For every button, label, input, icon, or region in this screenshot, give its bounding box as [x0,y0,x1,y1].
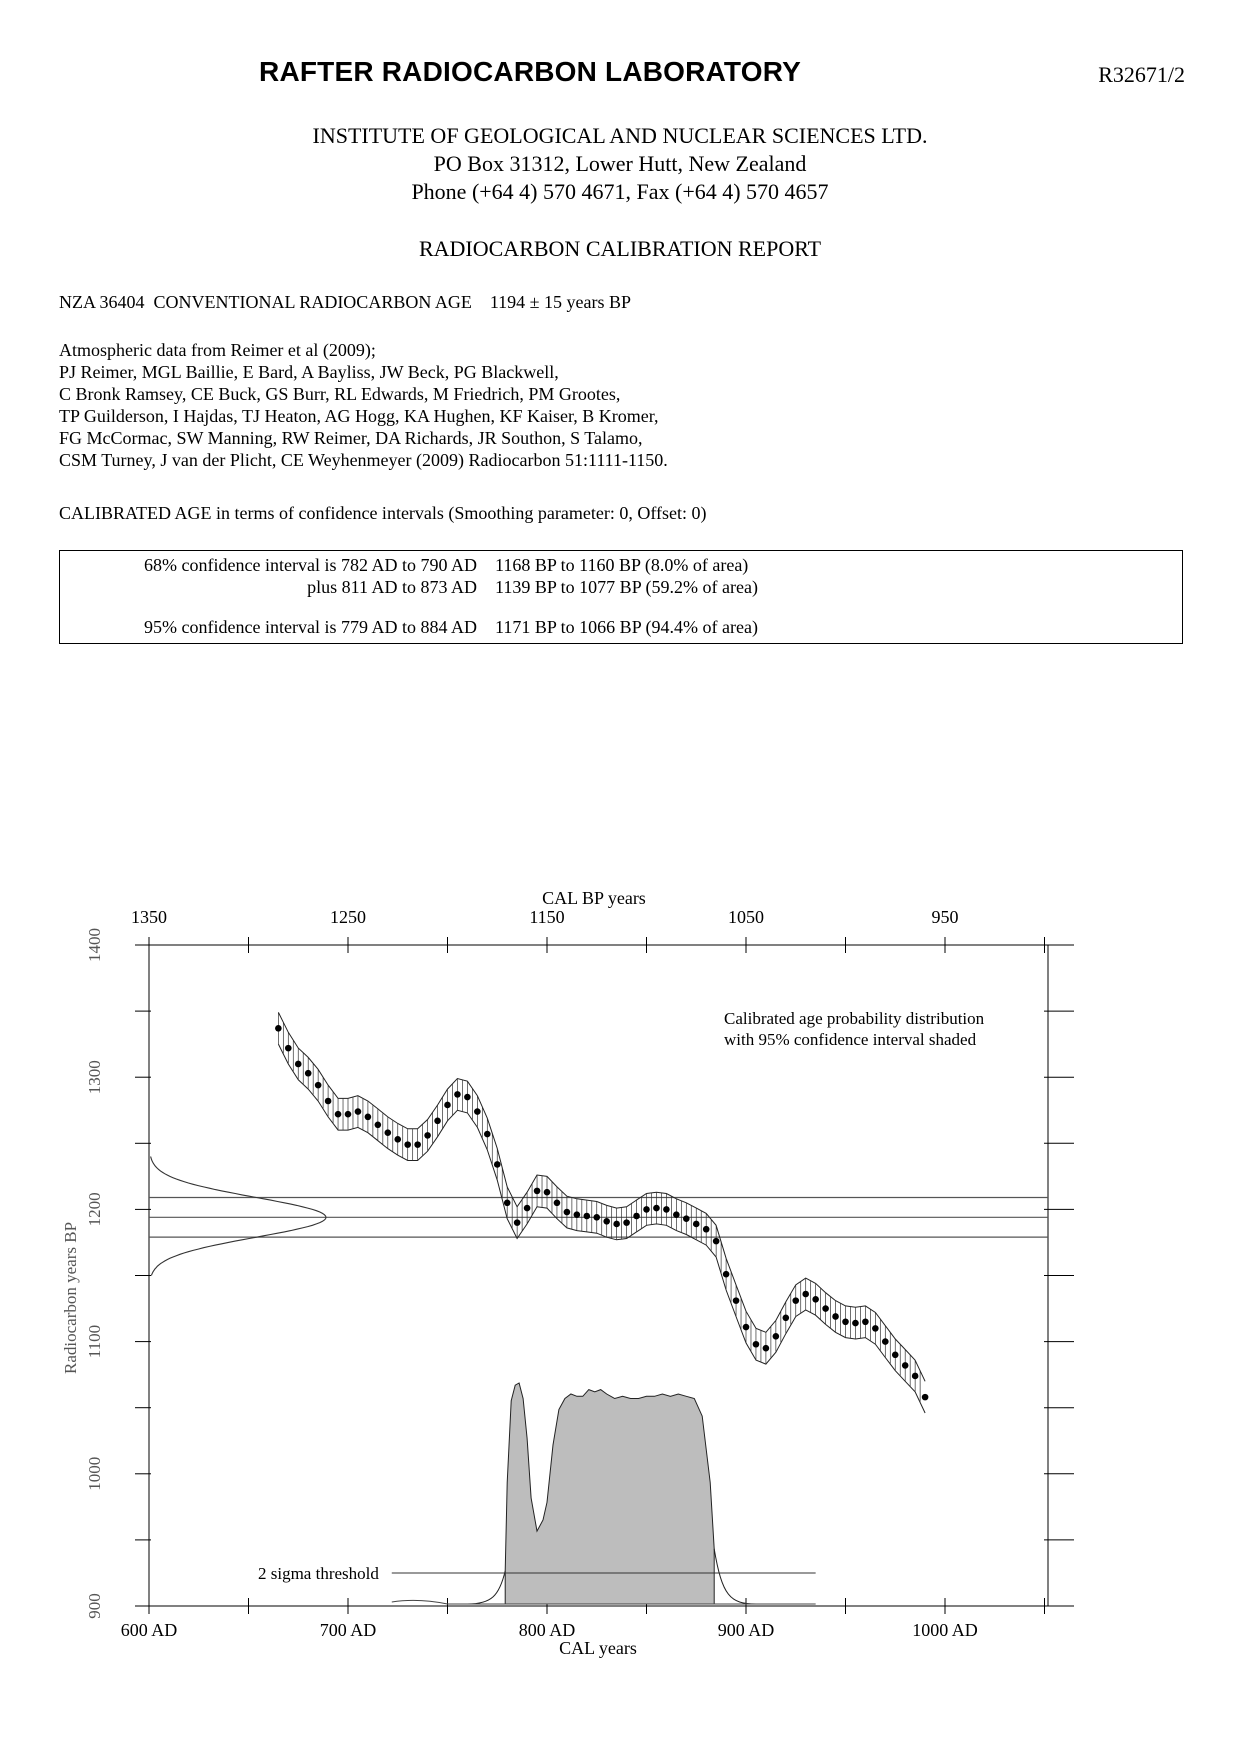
calibration-point [404,1141,411,1148]
calibration-point [763,1345,770,1352]
x-tick-label: 900 AD [717,1620,775,1640]
calibration-point [882,1338,889,1345]
calibration-point [792,1297,799,1304]
interval-bp: 1168 BP to 1160 BP (8.0% of area) [495,555,749,575]
report-title: RADIOCARBON CALIBRATION REPORT [418,236,822,261]
calibration-point [414,1141,421,1148]
calibration-point [822,1305,829,1312]
top-tick-label: 1150 [529,907,565,927]
calibration-point [315,1082,322,1089]
probability-tail-left [467,1571,505,1604]
calibration-point [484,1131,491,1138]
calibration-point [534,1188,541,1195]
measured-age-distribution [151,1157,326,1276]
calibration-point [713,1238,720,1245]
y-tick-label: 900 [85,1593,104,1619]
calibration-point [703,1226,710,1233]
calibration-point [375,1121,382,1128]
calibration-point [773,1333,780,1340]
top-tick-label: 950 [931,907,959,927]
calibration-point [355,1108,362,1115]
interval-bp: 1139 BP to 1077 BP (59.2% of area) [495,577,758,597]
calibration-point [544,1189,551,1196]
calibration-point [892,1352,899,1359]
calibration-point [335,1111,342,1118]
institute-block [0,122,1239,206]
interval-label: 95% confidence interval is 779 AD to 884 AD [144,617,477,637]
institute-name: INSTITUTE OF GEOLOGICAL AND NUCLEAR SCIENCES LTD. [312,123,928,148]
chart-annotation: Calibrated age probability distribution [724,1009,985,1028]
calibration-point [325,1098,332,1105]
reference-line: CSM Turney, J van der Plicht, CE Weyhenmeyer (2009) Radiocarbon 51:1111-1150. [59,450,668,470]
calibration-point [723,1271,730,1278]
calibration-point [285,1045,292,1052]
calibration-point [305,1070,312,1077]
calibration-point [464,1094,471,1101]
x-tick-label: 700 AD [319,1620,377,1640]
x-tick-label: 600 AD [120,1620,178,1640]
top-axis-title: CAL BP years [542,888,646,908]
chart-annotation: with 95% confidence interval shaded [724,1030,977,1049]
calibration-point [295,1061,302,1068]
interval-bp: 1171 BP to 1066 BP (94.4% of area) [495,617,758,637]
reference-line: Atmospheric data from Reimer et al (2009); [59,340,376,360]
x-tick-label: 1000 AD [912,1620,978,1640]
calibration-point [424,1132,431,1139]
calibration-point [365,1114,372,1121]
calibration-point [802,1291,809,1298]
top-tick-label: 1050 [728,907,764,927]
calibration-point [613,1221,620,1228]
calibration-point [474,1108,481,1115]
calibration-point [832,1313,839,1320]
confidence-interval-box [59,550,1183,644]
interval-label: 68% confidence interval is 782 AD to 790 AD [144,555,477,575]
references-block [59,339,668,471]
calibration-point [842,1318,849,1325]
calibration-point [872,1325,879,1332]
calibration-point [444,1102,451,1109]
top-tick-label: 1250 [330,907,366,927]
calibration-chart [0,860,1239,1740]
calibration-point [862,1318,869,1325]
calibration-point [852,1320,859,1327]
calibration-point [912,1373,919,1380]
calibration-point [633,1213,640,1220]
calibration-point [554,1199,561,1206]
y-tick-label: 1300 [85,1060,104,1095]
calibration-point [385,1129,392,1136]
calibration-point [693,1221,700,1228]
institute-address: PO Box 31312, Lower Hutt, New Zealand [433,151,807,176]
x-axis-title: CAL years [559,1638,637,1658]
calibration-point [504,1199,511,1206]
conventional-age-line: NZA 36404 CONVENTIONAL RADIOCARBON AGE 1194 ± 15 years BP [59,292,632,312]
calibration-point [653,1205,660,1212]
calibration-point [275,1025,282,1032]
probability-distribution [505,1383,714,1604]
calibration-point [922,1394,929,1401]
calibration-point [902,1362,909,1369]
y-tick-label: 1200 [85,1192,104,1227]
y-axis-title: Radiocarbon years BP [61,1221,80,1374]
calibration-point [733,1297,740,1304]
plot-area [149,1012,1048,1604]
calibration-point [514,1219,521,1226]
calibration-point [454,1091,461,1098]
calibrated-age-heading: CALIBRATED AGE in terms of confidence intervals (Smoothing parameter: 0, Offset: 0) [59,503,707,523]
calibration-point [623,1219,630,1226]
lab-title: RAFTER RADIOCARBON LABORATORY [259,56,801,87]
calibration-point [743,1324,750,1331]
calibration-point [603,1218,610,1225]
calibration-point [584,1213,591,1220]
threshold-label: 2 sigma threshold [258,1564,379,1583]
x-tick-label: 800 AD [518,1620,576,1640]
y-tick-label: 1000 [85,1456,104,1491]
calibration-point [574,1211,581,1218]
calibration-point [394,1136,401,1143]
calibration-point [812,1296,819,1303]
reference-line: PJ Reimer, MGL Baillie, E Bard, A Bayliss, JW Beck, PG Blackwell, [59,362,559,382]
probability-tail-right [714,1549,756,1604]
y-tick-label: 1100 [85,1324,104,1359]
calibration-point [683,1215,690,1222]
calibration-point [564,1209,571,1216]
calibration-point [673,1211,680,1218]
calibration-point [434,1118,441,1125]
calibration-point [753,1341,760,1348]
interval-label: plus 811 AD to 873 AD [307,577,477,597]
reference-line: C Bronk Ramsey, CE Buck, GS Burr, RL Edwards, M Friedrich, PM Grootes, [59,384,621,404]
calibration-point [524,1205,531,1212]
y-tick-label: 1400 [85,928,104,962]
reference-line: TP Guilderson, I Hajdas, TJ Heaton, AG Hogg, KA Hughen, KF Kaiser, B Kromer, [59,406,659,426]
reference-line: FG McCormac, SW Manning, RW Reimer, DA Richards, JR Southon, S Talamo, [59,428,643,448]
top-tick-label: 1350 [131,907,167,927]
calibration-point [643,1206,650,1213]
institute-phone: Phone (+64 4) 570 4671, Fax (+64 4) 570 4657 [411,179,829,204]
calibration-point [345,1111,352,1118]
calibration-point [494,1161,501,1168]
calibration-point [663,1206,670,1213]
calibration-point [783,1315,790,1322]
report-reference: R32671/2 [1098,62,1185,87]
calibration-point [593,1214,600,1221]
